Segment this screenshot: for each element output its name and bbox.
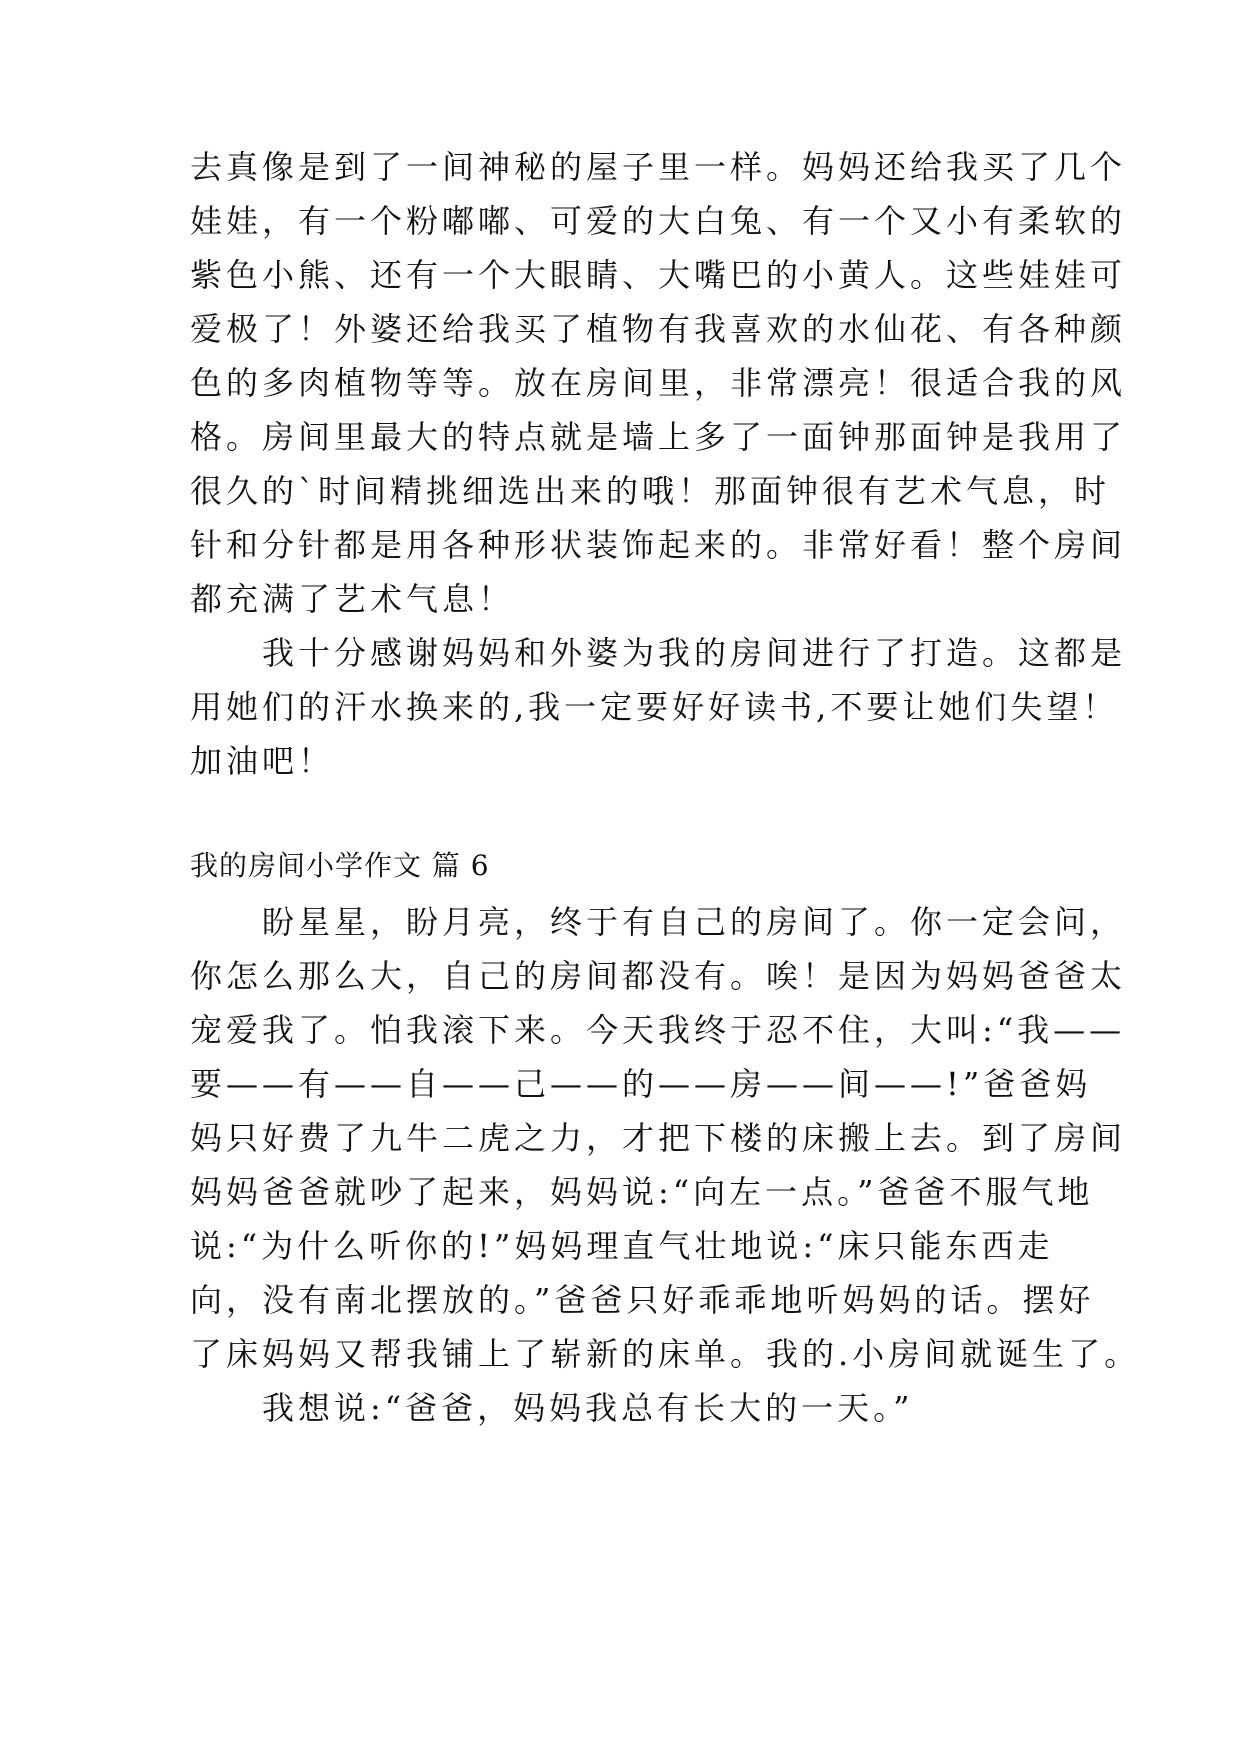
- paragraph-line: 你怎么那么大，自己的房间都没有。唉！是因为妈妈爸爸太: [190, 957, 1127, 995]
- paragraph-line: 格。房间里最大的特点就是墙上多了一面钟那面钟是我用了: [190, 418, 1127, 456]
- paragraph-line: 了床妈妈又帮我铺上了崭新的床单。我的.小房间就诞生了。: [190, 1335, 1141, 1373]
- paragraph-line: 说:“为什么听你的!”妈妈理直气壮地说:“床只能东西走: [190, 1227, 1054, 1265]
- paragraph-line: 我想说:“爸爸，妈妈我总有长大的一天。”: [190, 1389, 914, 1427]
- paragraph-line: 妈妈爸爸就吵了起来，妈妈说:“向左一点。”爸爸不服气地: [190, 1173, 1094, 1211]
- paragraph-line: 用她们的汗水换来的,我一定要好好读书,不要让她们失望！: [190, 688, 1119, 726]
- paragraph-line: 妈只好费了九牛二虎之力，才把下楼的床搬上去。到了房间: [190, 1119, 1127, 1157]
- paragraph-line: 我十分感谢妈妈和外婆为我的房间进行了打造。这都是: [190, 634, 1127, 672]
- paragraph-line: 加油吧！: [190, 742, 335, 780]
- paragraph-line: 紫色小熊、还有一个大眼睛、大嘴巴的小黄人。这些娃娃可: [190, 256, 1127, 294]
- paragraph-line: 娃娃，有一个粉嘟嘟、可爱的大白兔、有一个又小有柔软的: [190, 202, 1127, 240]
- section-title: 我的房间小学作文 篇 6: [190, 849, 490, 882]
- paragraph-line: 向，没有南北摆放的。”爸爸只好乖乖地听妈妈的话。摆好: [190, 1281, 1095, 1319]
- paragraph-line: 很久的`时间精挑细选出来的哦！那面钟很有艺术气息，时: [190, 472, 1111, 510]
- paragraph-line: 针和分针都是用各种形状装饰起来的。非常好看！整个房间: [190, 526, 1127, 564]
- paragraph-line: 要——有——自——己——的——房——间——!”爸爸妈: [190, 1065, 1092, 1103]
- paragraph-line: 去真像是到了一间神秘的屋子里一样。妈妈还给我买了几个: [190, 148, 1127, 186]
- paragraph-line: 色的多肉植物等等。放在房间里，非常漂亮！很适合我的风: [190, 364, 1127, 402]
- paragraph-line: 宠爱我了。怕我滚下来。今天我终于忍不住，大叫:“我——: [190, 1011, 1126, 1049]
- paragraph-line: 盼星星，盼月亮，终于有自己的房间了。你一定会问，: [190, 903, 1127, 941]
- paragraph-line: 爱极了！外婆还给我买了植物有我喜欢的水仙花、有各种颜: [190, 310, 1127, 348]
- paragraph-line: 都充满了艺术气息！: [190, 580, 515, 618]
